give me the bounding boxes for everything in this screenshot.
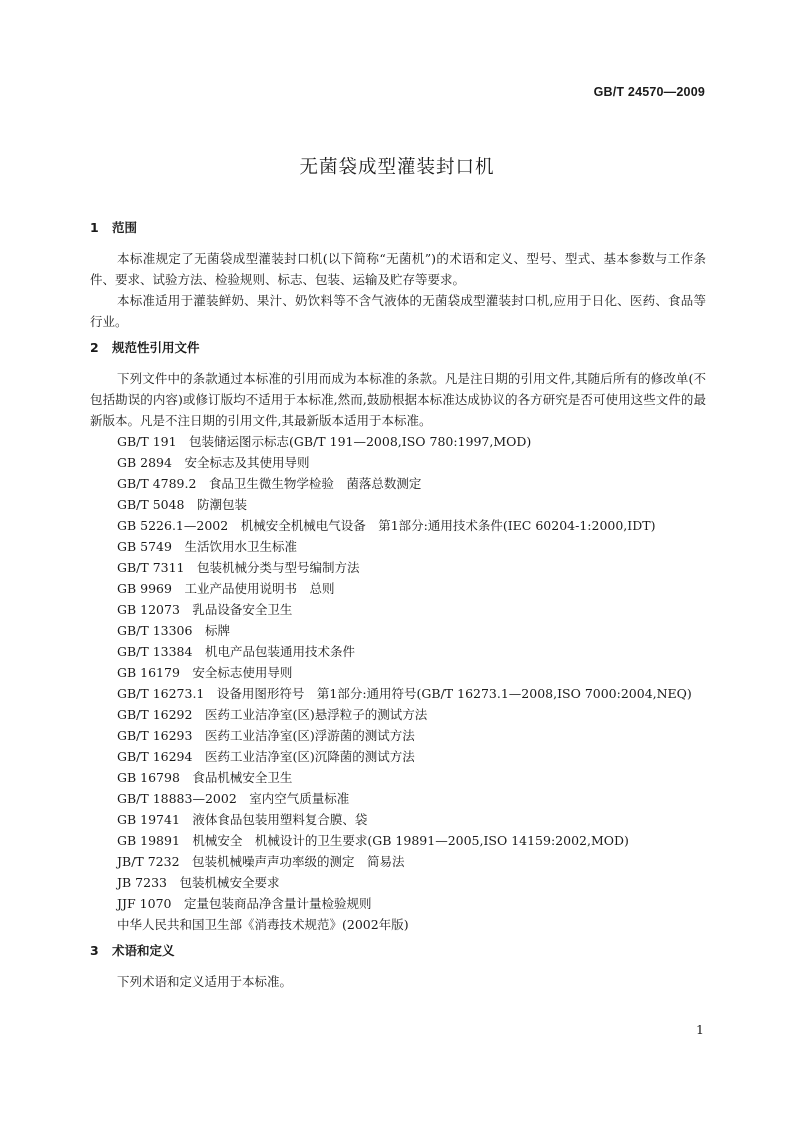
terms-intro: 下列术语和定义适用于本标准。	[117, 974, 293, 989]
document-title: 无菌袋成型灌装封口机	[299, 157, 495, 178]
section-3-heading	[90, 941, 706, 961]
reference-item: GB/T 16294 医药工业洁净室(区)沉降菌的测试方法	[117, 749, 415, 764]
reference-item: GB 5226.1—2002 机械安全机械电气设备 第1部分:通用技术条件(IEC 60204-1:2000,IDT)	[117, 518, 656, 533]
section-1-heading	[90, 218, 706, 238]
reference-item: GB 19891 机械安全 机械设计的卫生要求(GB 19891—2005,ISO 14159:2002,MOD)	[117, 833, 629, 848]
reference-item: GB/T 16292 医药工业洁净室(区)悬浮粒子的测试方法	[117, 707, 428, 722]
reference-item: GB 12073 乳品设备安全卫生	[117, 602, 293, 617]
standard-code: GB/T 24570—2009	[593, 85, 705, 99]
reference-item: GB 16798 食品机械安全卫生	[117, 770, 293, 785]
reference-item: JB 7233 包装机械安全要求	[117, 875, 280, 890]
section-3-number: 3	[90, 943, 99, 958]
reference-item: JB/T 7232 包装机械噪声声功率级的测定 简易法	[117, 854, 405, 869]
section-2-heading	[90, 338, 706, 358]
document-body	[90, 218, 706, 992]
reference-item: GB/T 13306 标牌	[117, 623, 230, 638]
section-2-number: 2	[90, 340, 99, 355]
reference-item: GB/T 7311 包装机械分类与型号编制方法	[117, 560, 360, 575]
scope-paragraph-1: 本标准规定了无菌袋成型灌装封口机(以下简称“无菌机”)的术语和定义、型号、型式、基本参数与工作条件、要求、试验方法、检验规则、标志、包装、运输及贮存等要求。	[90, 251, 706, 287]
section-1-number: 1	[90, 220, 99, 235]
reference-item: GB/T 191 包装储运图示标志(GB/T 191—2008,ISO 780:1997,MOD)	[117, 434, 532, 449]
reference-item: GB/T 5048 防潮包装	[117, 497, 248, 512]
reference-item: GB/T 16293 医药工业洁净室(区)浮游菌的测试方法	[117, 728, 415, 743]
reference-item: GB/T 16273.1 设备用图形符号 第1部分:通用符号(GB/T 16273.1—2008,ISO 7000:2004,NEQ)	[117, 686, 692, 701]
reference-item: GB/T 18883—2002 室内空气质量标准	[117, 791, 350, 806]
reference-item: GB/T 13384 机电产品包装通用技术条件	[117, 644, 355, 659]
section-2-title: 规范性引用文件	[112, 340, 200, 355]
reference-item: 中华人民共和国卫生部《消毒技术规范》(2002年版)	[117, 917, 409, 932]
reference-item: GB 16179 安全标志使用导则	[117, 665, 293, 680]
reference-item: JJF 1070 定量包装商品净含量计量检验规则	[117, 896, 372, 911]
normative-intro: 下列文件中的条款通过本标准的引用而成为本标准的条款。凡是注日期的引用文件,其随后所有的修改单(不包括勘误的内容)或修订版均不适用于本标准,然而,鼓励根据本标准达成协议的各方研究是否可使用这些文件的最新版本。凡是不注日期的引用文件,其最新版本适用于本标准。	[90, 371, 706, 428]
section-3-title: 术语和定义	[112, 943, 175, 958]
reference-item: GB/T 4789.2 食品卫生微生物学检验 菌落总数测定	[117, 476, 422, 491]
reference-item: GB 19741 液体食品包装用塑料复合膜、袋	[117, 812, 368, 827]
section-1-title: 范围	[112, 220, 138, 235]
reference-item: GB 5749 生活饮用水卫生标准	[117, 539, 297, 554]
reference-item: GB 2894 安全标志及其使用导则	[117, 455, 310, 470]
scope-paragraph-2: 本标准适用于灌装鲜奶、果汁、奶饮料等不含气液体的无菌袋成型灌装封口机,应用于日化、医药、食品等行业。	[90, 293, 706, 329]
page-number: 1	[696, 1022, 704, 1037]
reference-item: GB 9969 工业产品使用说明书 总则	[117, 581, 335, 596]
